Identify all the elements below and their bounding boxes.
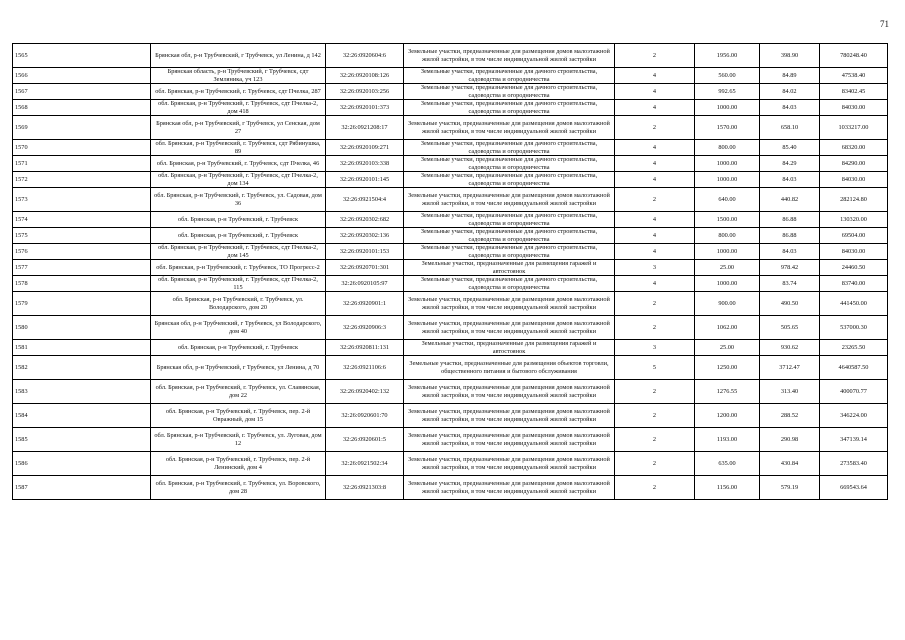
land-use-group-cell: 2 [615,452,695,476]
row-number: 1585 [13,428,151,452]
land-use-cell: Земельные участки, предназначенные для дачного строительства, садоводства и огородничества [404,156,615,172]
row-number: 1572 [13,172,151,188]
row-number: 1573 [13,188,151,212]
land-use-cell: Земельные участки, предназначенные для размещения домов малоэтажной жилой застройки, в том числе индивидуальной жилой застройки [404,188,615,212]
land-use-group-cell: 2 [615,316,695,340]
cadastral-value-cell: 347139.14 [820,428,888,452]
address-cell: обл. Брянская, р-н Трубчевский, г. Трубчевск, сдт Пчелка-2, дом 134 [151,172,326,188]
row-number: 1586 [13,452,151,476]
land-use-cell: Земельные участки, предназначенные для дачного строительства, садоводства и огородничества [404,172,615,188]
cadastral-number-cell: 32:26:0921502:34 [326,452,404,476]
specific-value-cell: 86.88 [760,228,820,244]
specific-value-cell: 3712.47 [760,356,820,380]
cadastral-number-cell: 32:26:0920601:70 [326,404,404,428]
specific-value-cell: 313.40 [760,380,820,404]
cadastral-value-cell: 130320.00 [820,212,888,228]
specific-value-cell: 978.42 [760,260,820,276]
table-row [13,428,888,452]
land-use-cell: Земельные участки, предназначенные для размещения домов малоэтажной жилой застройки, в том числе индивидуальной жилой застройки [404,116,615,140]
area-cell: 25.00 [695,340,760,356]
table-row [13,68,888,84]
address-cell: обл. Брянская, р-н Трубчевский, г. Трубчевск, пер. 2-й Овражный, дом 15 [151,404,326,428]
land-use-cell: Земельные участки, предназначенные для размещения гаражей и автостоянок [404,340,615,356]
area-cell: 1276.55 [695,380,760,404]
land-use-group-cell: 3 [615,340,695,356]
cadastral-number-cell: 32:26:0920811:131 [326,340,404,356]
area-cell: 1250.00 [695,356,760,380]
address-cell: обл. Брянская, р-н Трубчевский, г. Трубчевск, ул. Славянская, дом 22 [151,380,326,404]
specific-value-cell: 84.03 [760,100,820,116]
row-number: 1579 [13,292,151,316]
address-cell: обл. Брянская, р-н Трубчевский, г. Трубчевск, ул. Луговая, дом 12 [151,428,326,452]
address-cell: обл. Брянская, р-н Трубчевский, г. Трубчевск, сдт Пчелка, 287 [151,84,326,100]
land-use-cell: Земельные участки, предназначенные для размещения домов малоэтажной жилой застройки, в том числе индивидуальной жилой застройки [404,452,615,476]
land-use-cell: Земельные участки, предназначенные для размещения объектов торговли, общественного питания и бытового обслуживания [404,356,615,380]
cadastral-value-cell: 83402.45 [820,84,888,100]
cadastral-number-cell: 32:26:0920701:301 [326,260,404,276]
area-cell: 1156.00 [695,476,760,500]
land-use-cell: Земельные участки, предназначенные для размещения домов малоэтажной жилой застройки, в том числе индивидуальной жилой застройки [404,44,615,68]
area-cell: 1000.00 [695,156,760,172]
cadastral-value-cell: 84030.00 [820,172,888,188]
land-use-cell: Земельные участки, предназначенные для размещения гаражей и автостоянок [404,260,615,276]
table-row [13,116,888,140]
land-use-group-cell: 2 [615,476,695,500]
area-cell: 1956.00 [695,44,760,68]
table-row [13,188,888,212]
land-use-cell: Земельные участки, предназначенные для размещения домов малоэтажной жилой застройки, в том числе индивидуальной жилой застройки [404,404,615,428]
cadastral-number-cell: 32:26:0920302:136 [326,228,404,244]
land-use-group-cell: 4 [615,100,695,116]
land-use-cell: Земельные участки, предназначенные для дачного строительства, садоводства и огородничества [404,212,615,228]
table-row [13,244,888,260]
area-cell: 800.00 [695,228,760,244]
table-row [13,100,888,116]
cadastral-value-cell: 669543.64 [820,476,888,500]
area-cell: 1000.00 [695,244,760,260]
cadastral-value-cell: 4640587.50 [820,356,888,380]
area-cell: 1062.00 [695,316,760,340]
address-cell: Брянская обл, р-н Трубчевский, г Трубчевск, ул Володарского, дом 40 [151,316,326,340]
area-cell: 1000.00 [695,276,760,292]
cadastral-number-cell: 32:26:0920103:256 [326,84,404,100]
specific-value-cell: 84.02 [760,84,820,100]
table-row [13,316,888,340]
land-use-group-cell: 5 [615,356,695,380]
land-use-cell: Земельные участки, предназначенные для дачного строительства, садоводства и огородничества [404,84,615,100]
table-row [13,212,888,228]
area-cell: 1000.00 [695,172,760,188]
land-use-group-cell: 4 [615,228,695,244]
row-number: 1575 [13,228,151,244]
area-cell: 1000.00 [695,100,760,116]
area-cell: 1500.00 [695,212,760,228]
row-number: 1568 [13,100,151,116]
cadastral-number-cell: 32:26:0920103:338 [326,156,404,172]
table-row [13,340,888,356]
cadastral-number-cell: 32:26:0920402:132 [326,380,404,404]
address-cell: обл. Брянская, р-н Трубчевский, г. Трубчевск [151,212,326,228]
land-use-group-cell: 2 [615,188,695,212]
land-use-cell: Земельные участки, предназначенные для размещения домов малоэтажной жилой застройки, в том числе индивидуальной жилой застройки [404,476,615,500]
row-number: 1581 [13,340,151,356]
row-number: 1587 [13,476,151,500]
specific-value-cell: 83.74 [760,276,820,292]
specific-value-cell: 490.50 [760,292,820,316]
cadastral-value-cell: 68320.00 [820,140,888,156]
land-use-group-cell: 2 [615,116,695,140]
cadastral-value-cell: 346224.00 [820,404,888,428]
cadastral-number-cell: 32:26:0920109:271 [326,140,404,156]
land-use-group-cell: 4 [615,156,695,172]
land-use-cell: Земельные участки, предназначенные для дачного строительства, садоводства и огородничества [404,244,615,260]
row-number: 1580 [13,316,151,340]
land-use-group-cell: 2 [615,292,695,316]
row-number: 1577 [13,260,151,276]
cadastral-value-cell: 23265.50 [820,340,888,356]
row-number: 1582 [13,356,151,380]
cadastral-value-cell: 273583.40 [820,452,888,476]
row-number: 1583 [13,380,151,404]
cadastral-value-cell: 780248.40 [820,44,888,68]
specific-value-cell: 290.98 [760,428,820,452]
table-body [13,44,888,500]
cadastral-number-cell: 32:26:0921303:8 [326,476,404,500]
address-cell: Брянская обл, р-н Трубчевский, г Трубчевск, ул Ленина, д 70 [151,356,326,380]
land-use-group-cell: 4 [615,212,695,228]
area-cell: 25.00 [695,260,760,276]
land-use-cell: Земельные участки, предназначенные для размещения домов малоэтажной жилой застройки, в том числе индивидуальной жилой застройки [404,380,615,404]
cadastral-number-cell: 32:26:0920101:145 [326,172,404,188]
table-row [13,140,888,156]
land-use-group-cell: 2 [615,404,695,428]
specific-value-cell: 430.84 [760,452,820,476]
cadastral-value-cell: 441450.00 [820,292,888,316]
address-cell: обл. Брянская, р-н Трубчевский, г. Трубчевск, сдт Пчелка-2, дом 145 [151,244,326,260]
table-row [13,172,888,188]
cadastral-number-cell: 32:26:0920105:97 [326,276,404,292]
specific-value-cell: 84.89 [760,68,820,84]
cadastral-number-cell: 32:26:0920906:3 [326,316,404,340]
cadastral-number-cell: 32:26:0920601:5 [326,428,404,452]
cadastral-value-cell: 84030.00 [820,100,888,116]
address-cell: обл. Брянская, р-н Трубчевский, г. Трубчевск, ул. Садовая, дом 36 [151,188,326,212]
table-row [13,228,888,244]
cadastral-value-cell: 84290.00 [820,156,888,172]
cadastral-number-cell: 32:26:0920302:682 [326,212,404,228]
land-use-cell: Земельные участки, предназначенные для размещения домов малоэтажной жилой застройки, в том числе индивидуальной жилой застройки [404,316,615,340]
cadastral-value-cell: 1033217.00 [820,116,888,140]
table-row [13,84,888,100]
address-cell: обл. Брянская, р-н Трубчевский, г. Трубчевск, сдт Пчелка-2, дом 418 [151,100,326,116]
land-use-cell: Земельные участки, предназначенные для дачного строительства, садоводства и огородничества [404,68,615,84]
land-use-cell: Земельные участки, предназначенные для дачного строительства, садоводства и огородничества [404,276,615,292]
specific-value-cell: 930.62 [760,340,820,356]
land-use-group-cell: 2 [615,380,695,404]
cadastral-value-cell: 282124.80 [820,188,888,212]
row-number: 1571 [13,156,151,172]
cadastral-number-cell: 32:26:0920604:6 [326,44,404,68]
specific-value-cell: 86.88 [760,212,820,228]
address-cell: обл. Брянская, р-н Трубчевский, г. Трубчевск, ул. Воровского, дом 28 [151,476,326,500]
cadastral-value-cell: 400070.77 [820,380,888,404]
row-number: 1576 [13,244,151,260]
land-use-cell: Земельные участки, предназначенные для дачного строительства, садоводства и огородничества [404,100,615,116]
table-row [13,380,888,404]
cadastral-value-cell: 84030.00 [820,244,888,260]
specific-value-cell: 658.10 [760,116,820,140]
address-cell: обл. Брянская, р-н Трубчевский, г. Трубчевск, пер. 2-й Ленинский, дом 4 [151,452,326,476]
land-use-group-cell: 4 [615,276,695,292]
land-use-group-cell: 2 [615,44,695,68]
land-use-cell: Земельные участки, предназначенные для дачного строительства, садоводства и огородничества [404,140,615,156]
row-number: 1566 [13,68,151,84]
cadastral-number-cell: 32:26:0920101:153 [326,244,404,260]
area-cell: 560.00 [695,68,760,84]
row-number: 1569 [13,116,151,140]
area-cell: 635.00 [695,452,760,476]
row-number: 1565 [13,44,151,68]
table-row [13,292,888,316]
land-use-group-cell: 3 [615,260,695,276]
table-row [13,476,888,500]
address-cell: обл. Брянская, р-н Трубчевский, г. Трубчевск, ТО Прогресс-2 [151,260,326,276]
cadastral-value-table [12,43,888,500]
specific-value-cell: 288.52 [760,404,820,428]
row-number: 1578 [13,276,151,292]
cadastral-number-cell: 32:26:0920108:126 [326,68,404,84]
specific-value-cell: 85.40 [760,140,820,156]
land-use-group-cell: 4 [615,244,695,260]
table-row [13,260,888,276]
area-cell: 1193.00 [695,428,760,452]
land-use-cell: Земельные участки, предназначенные для размещения домов малоэтажной жилой застройки, в том числе индивидуальной жилой застройки [404,292,615,316]
table-row [13,276,888,292]
specific-value-cell: 505.65 [760,316,820,340]
address-cell: Брянская обл, р-н Трубчевский, г Трубчевск, ул Ленина, д 142 [151,44,326,68]
address-cell: обл. Брянская, р-н Трубчевский, г. Трубчевск, сдт Рябинушка, 89 [151,140,326,156]
address-cell: Брянская область, р-н Трубчевский, г Трубчевск, сдт Земляника, уч 123 [151,68,326,84]
address-cell: обл. Брянская, р-н Трубчевский, г. Трубчевск [151,228,326,244]
land-use-group-cell: 2 [615,428,695,452]
land-use-group-cell: 4 [615,172,695,188]
specific-value-cell: 398.90 [760,44,820,68]
table-row [13,44,888,68]
specific-value-cell: 84.03 [760,172,820,188]
page-number: 71 [880,19,889,29]
cadastral-value-cell: 24460.50 [820,260,888,276]
area-cell: 900.00 [695,292,760,316]
cadastral-number-cell: 32:26:0920101:373 [326,100,404,116]
area-cell: 1200.00 [695,404,760,428]
specific-value-cell: 579.19 [760,476,820,500]
land-use-group-cell: 4 [615,84,695,100]
area-cell: 992.65 [695,84,760,100]
table-row [13,452,888,476]
table-row [13,356,888,380]
cadastral-value-cell: 537000.30 [820,316,888,340]
address-cell: обл. Брянская, р-н Трубчевский, г. Трубчевск, сдт Пчелка, 46 [151,156,326,172]
cadastral-value-cell: 69504.00 [820,228,888,244]
cadastral-value-cell: 47538.40 [820,68,888,84]
address-cell: обл. Брянская, р-н Трубчевский, г. Трубчевск, сдт Пчелка-2, 115 [151,276,326,292]
table-row [13,404,888,428]
cadastral-number-cell: 32:26:0921504:4 [326,188,404,212]
row-number: 1574 [13,212,151,228]
area-cell: 800.00 [695,140,760,156]
cadastral-number-cell: 32:26:0921208:17 [326,116,404,140]
specific-value-cell: 84.29 [760,156,820,172]
land-use-cell: Земельные участки, предназначенные для дачного строительства, садоводства и огородничества [404,228,615,244]
area-cell: 640.00 [695,188,760,212]
cadastral-value-cell: 83740.00 [820,276,888,292]
specific-value-cell: 84.03 [760,244,820,260]
cadastral-number-cell: 32:26:0921106:6 [326,356,404,380]
row-number: 1570 [13,140,151,156]
address-cell: Брянская обл, р-н Трубчевский, г Трубчевск, ул Сенская, дом 27 [151,116,326,140]
address-cell: обл. Брянская, р-н Трубчевский, г. Трубчевск [151,340,326,356]
land-use-group-cell: 4 [615,140,695,156]
land-use-group-cell: 4 [615,68,695,84]
cadastral-number-cell: 32:26:0920901:1 [326,292,404,316]
table-row [13,156,888,172]
row-number: 1567 [13,84,151,100]
area-cell: 1570.00 [695,116,760,140]
land-use-cell: Земельные участки, предназначенные для размещения домов малоэтажной жилой застройки, в том числе индивидуальной жилой застройки [404,428,615,452]
address-cell: обл. Брянская, р-н Трубчевский, г. Трубчевск, ул. Володарского, дом 20 [151,292,326,316]
row-number: 1584 [13,404,151,428]
specific-value-cell: 440.82 [760,188,820,212]
